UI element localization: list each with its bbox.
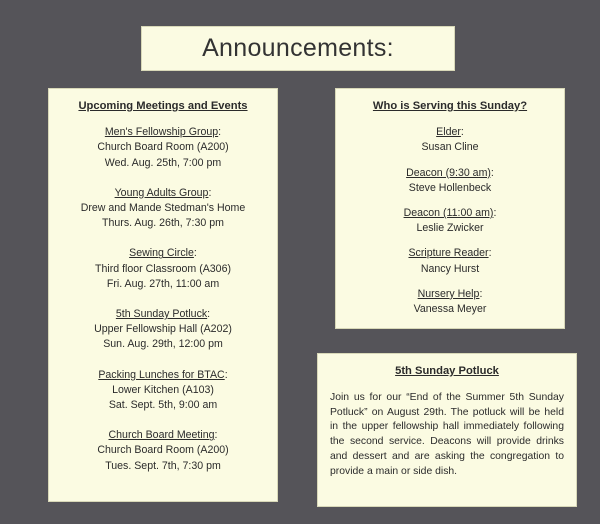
event-name: Men's Fellowship Group bbox=[104, 126, 219, 139]
serving-role-item: Scripture Reader: Nancy Hurst bbox=[336, 246, 564, 276]
potluck-panel bbox=[317, 353, 577, 507]
event-location: Upper Fellowship Hall (A202) bbox=[94, 323, 232, 336]
event-name: Church Board Meeting bbox=[108, 429, 215, 442]
event-item: Young Adults Group: Drew and Mande Stedman's Home Thurs. Aug. 26th, 7:30 pm bbox=[49, 186, 277, 232]
event-name: Packing Lunches for BTAC bbox=[98, 368, 225, 381]
role-person: Nancy Hurst bbox=[420, 262, 480, 275]
serving-role-item: Deacon (9:30 am): Steve Hollenbeck bbox=[336, 166, 564, 196]
event-location: Third floor Classroom (A306) bbox=[95, 262, 231, 275]
serving-role-item: Nursery Help: Vanessa Meyer bbox=[336, 287, 564, 317]
event-time: Sat. Sept. 5th, 9:00 am bbox=[108, 399, 218, 412]
event-name: Young Adults Group bbox=[114, 186, 209, 199]
event-location: Lower Kitchen (A103) bbox=[112, 383, 214, 396]
serving-panel bbox=[335, 88, 565, 329]
potluck-description: Join us for our “End of the Summer 5th Sunday Potluck” on August 29th. The potluck will be held in the upper fellowship hall immediately following the second service. Deacons will provide drinks and dessert and are asking the congregation to provide a main or side dish. bbox=[330, 391, 564, 477]
meetings-panel bbox=[48, 88, 278, 502]
event-time: Tues. Sept. 7th, 7:30 pm bbox=[105, 459, 221, 472]
serving-role-item: Deacon (11:00 am): Leslie Zwicker bbox=[336, 206, 564, 236]
event-item: Men's Fellowship Group: Church Board Room (A200) Wed. Aug. 25th, 7:00 pm bbox=[49, 125, 277, 171]
role-person: Leslie Zwicker bbox=[416, 222, 484, 235]
event-name: Sewing Circle bbox=[129, 247, 194, 260]
meetings-heading: Upcoming Meetings and Events bbox=[78, 100, 248, 112]
potluck-heading: 5th Sunday Potluck bbox=[395, 365, 499, 377]
event-location: Church Board Room (A200) bbox=[97, 444, 229, 457]
event-item: Packing Lunches for BTAC: Lower Kitchen (A103) Sat. Sept. 5th, 9:00 am bbox=[49, 368, 277, 414]
role-name: Scripture Reader bbox=[408, 247, 489, 260]
role-name: Deacon (11:00 am) bbox=[403, 207, 494, 220]
event-item: 5th Sunday Potluck: Upper Fellowship Hall (A202) Sun. Aug. 29th, 12:00 pm bbox=[49, 307, 277, 353]
event-time: Sun. Aug. 29th, 12:00 pm bbox=[103, 338, 223, 351]
event-time: Thurs. Aug. 26th, 7:30 pm bbox=[102, 217, 224, 230]
serving-role-item: Elder: Susan Cline bbox=[336, 125, 564, 155]
role-person: Susan Cline bbox=[421, 141, 479, 154]
event-item: Church Board Meeting: Church Board Room (A200) Tues. Sept. 7th, 7:30 pm bbox=[49, 428, 277, 474]
event-name: 5th Sunday Potluck bbox=[115, 308, 208, 321]
announcements-title-box bbox=[141, 26, 455, 71]
event-location: Drew and Mande Stedman's Home bbox=[80, 202, 246, 215]
event-time: Fri. Aug. 27th, 11:00 am bbox=[106, 277, 220, 290]
role-name: Elder bbox=[436, 126, 461, 139]
role-name: Deacon (9:30 am) bbox=[406, 166, 491, 179]
event-location: Church Board Room (A200) bbox=[97, 141, 229, 154]
role-person: Vanessa Meyer bbox=[413, 303, 487, 316]
role-name: Nursery Help bbox=[417, 287, 480, 300]
event-time: Wed. Aug. 25th, 7:00 pm bbox=[104, 156, 222, 169]
page-title: Announcements: bbox=[202, 34, 394, 62]
role-person: Steve Hollenbeck bbox=[408, 181, 492, 194]
event-item: Sewing Circle: Third floor Classroom (A306) Fri. Aug. 27th, 11:00 am bbox=[49, 246, 277, 292]
serving-heading: Who is Serving this Sunday? bbox=[372, 100, 528, 112]
